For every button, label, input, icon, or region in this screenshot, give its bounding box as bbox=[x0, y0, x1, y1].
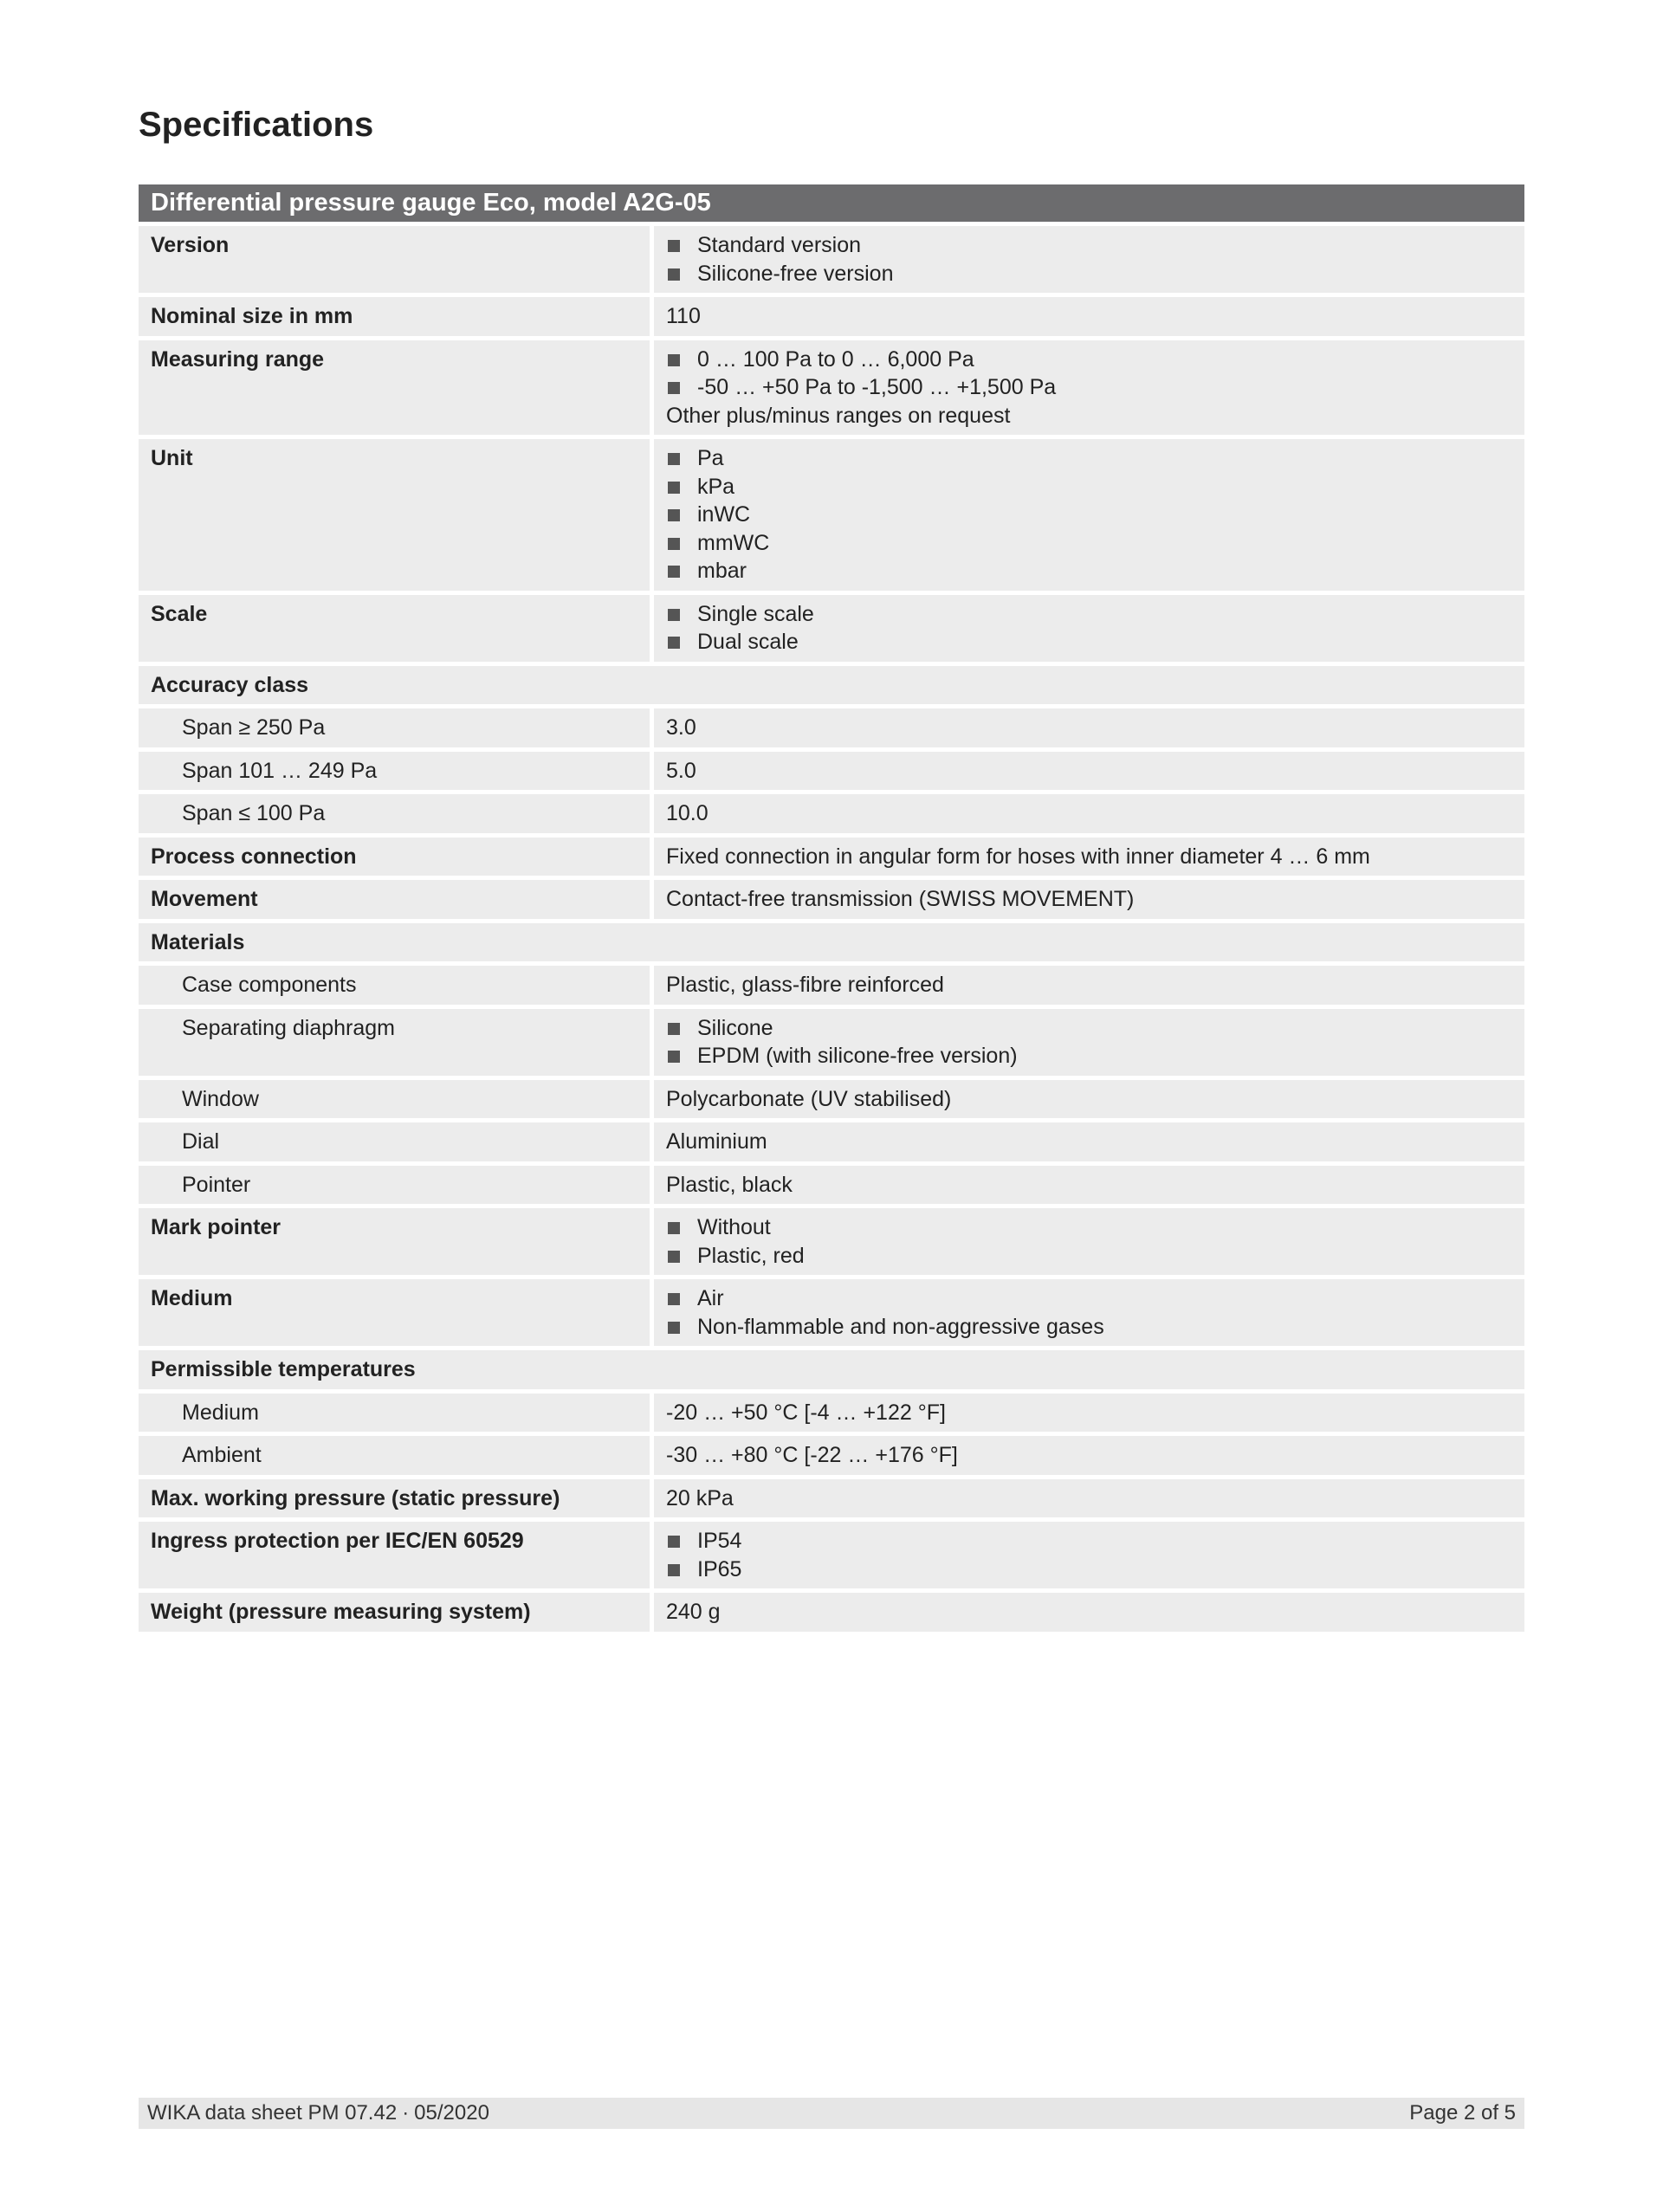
spec-label: Scale bbox=[139, 595, 654, 662]
spec-value bbox=[654, 1122, 1524, 1161]
spec-label: Measuring range bbox=[139, 340, 654, 436]
table-row bbox=[139, 1436, 1524, 1475]
bullet-list bbox=[666, 231, 1512, 288]
list-item: EPDM (with silicone-free version) bbox=[666, 1042, 1512, 1070]
table-row bbox=[139, 1009, 1524, 1076]
list-item: Pa bbox=[666, 444, 1512, 473]
spec-label: Medium bbox=[139, 1279, 654, 1346]
list-item: Non-flammable and non-aggressive gases bbox=[666, 1313, 1512, 1342]
spec-value-text: 10.0 bbox=[666, 801, 709, 825]
spec-value bbox=[654, 1593, 1524, 1632]
bullet-list bbox=[666, 1213, 1512, 1270]
table-row bbox=[139, 439, 1524, 591]
table-row bbox=[139, 1350, 1524, 1389]
spec-value-text: Contact-free transmission (SWISS MOVEMENT) bbox=[666, 887, 1135, 911]
spec-label: Movement bbox=[139, 880, 654, 919]
table-row bbox=[139, 923, 1524, 962]
table-title: Differential pressure gauge Eco, model A2G-05 bbox=[139, 184, 1524, 222]
spec-value bbox=[654, 1479, 1524, 1518]
section-label: Permissible temperatures bbox=[139, 1350, 1524, 1389]
spec-value-text: 20 kPa bbox=[666, 1485, 734, 1510]
spec-value bbox=[654, 1009, 1524, 1076]
spec-value-text: Plastic, black bbox=[666, 1172, 793, 1197]
spec-value-text: Aluminium bbox=[666, 1129, 767, 1154]
spec-value bbox=[654, 1522, 1524, 1588]
list-item: Dual scale bbox=[666, 628, 1512, 656]
spec-label: Window bbox=[139, 1080, 654, 1119]
spec-value bbox=[654, 340, 1524, 436]
list-item: Silicone-free version bbox=[666, 260, 1512, 288]
spec-label: Version bbox=[139, 226, 654, 293]
table-row bbox=[139, 297, 1524, 336]
table-row bbox=[139, 340, 1524, 436]
list-item: Silicone bbox=[666, 1014, 1512, 1043]
spec-value bbox=[654, 880, 1524, 919]
bullet-list bbox=[666, 1527, 1512, 1583]
spec-value-text: Polycarbonate (UV stabilised) bbox=[666, 1086, 952, 1111]
spec-label: Nominal size in mm bbox=[139, 297, 654, 336]
spec-note: Other plus/minus ranges on request bbox=[666, 403, 1011, 428]
spec-value bbox=[654, 439, 1524, 591]
footer-doc-ref: WIKA data sheet PM 07.42 ∙ 05/2020 bbox=[147, 2101, 489, 2125]
page-title: Specifications bbox=[139, 106, 374, 144]
spec-value bbox=[654, 297, 1524, 336]
spec-value-text: Plastic, glass-fibre reinforced bbox=[666, 973, 944, 997]
table-row bbox=[139, 1166, 1524, 1205]
spec-value bbox=[654, 226, 1524, 293]
list-item: Air bbox=[666, 1284, 1512, 1313]
table-row bbox=[139, 1593, 1524, 1632]
spec-value bbox=[654, 1080, 1524, 1119]
spec-label: Case components bbox=[139, 966, 654, 1005]
spec-value bbox=[654, 966, 1524, 1005]
spec-label: Span ≥ 250 Pa bbox=[139, 708, 654, 747]
table-row bbox=[139, 666, 1524, 705]
spec-value-text: -20 … +50 °C [-4 … +122 °F] bbox=[666, 1400, 946, 1425]
table-row bbox=[139, 1122, 1524, 1161]
spec-value bbox=[654, 1279, 1524, 1346]
spec-label: Medium bbox=[139, 1394, 654, 1433]
section-label: Accuracy class bbox=[139, 666, 1524, 705]
bullet-list bbox=[666, 444, 1512, 585]
table-row bbox=[139, 752, 1524, 791]
list-item: Single scale bbox=[666, 600, 1512, 629]
spec-label: Dial bbox=[139, 1122, 654, 1161]
spec-label: Separating diaphragm bbox=[139, 1009, 654, 1076]
table-row bbox=[139, 1394, 1524, 1433]
footer bbox=[139, 2098, 1524, 2129]
list-item: IP54 bbox=[666, 1527, 1512, 1556]
table-row bbox=[139, 226, 1524, 293]
table-row bbox=[139, 1208, 1524, 1275]
list-item: Standard version bbox=[666, 231, 1512, 260]
table-row bbox=[139, 708, 1524, 747]
spec-value bbox=[654, 1208, 1524, 1275]
spec-value bbox=[654, 752, 1524, 791]
table-row bbox=[139, 794, 1524, 833]
list-item: inWC bbox=[666, 501, 1512, 529]
bullet-list bbox=[666, 1014, 1512, 1070]
spec-value bbox=[654, 708, 1524, 747]
spec-value bbox=[654, 838, 1524, 876]
list-item: kPa bbox=[666, 473, 1512, 501]
spec-value-text: -30 … +80 °C [-22 … +176 °F] bbox=[666, 1443, 958, 1467]
spec-value-text: 5.0 bbox=[666, 758, 696, 783]
spec-label: Pointer bbox=[139, 1166, 654, 1205]
spec-value-text: 240 g bbox=[666, 1600, 721, 1624]
spec-label: Process connection bbox=[139, 838, 654, 876]
spec-table-body bbox=[139, 226, 1524, 1632]
table-row bbox=[139, 1479, 1524, 1518]
table-row bbox=[139, 880, 1524, 919]
footer-page-number: Page 2 of 5 bbox=[1409, 2101, 1516, 2125]
spec-value-text: 3.0 bbox=[666, 715, 696, 740]
list-item: mbar bbox=[666, 557, 1512, 585]
spec-label: Weight (pressure measuring system) bbox=[139, 1593, 654, 1632]
table-row bbox=[139, 1279, 1524, 1346]
spec-label: Span ≤ 100 Pa bbox=[139, 794, 654, 833]
spec-value-text: 110 bbox=[666, 304, 701, 328]
spec-value-text: Fixed connection in angular form for hoses with inner diameter 4 … 6 mm bbox=[666, 844, 1370, 869]
section-label: Materials bbox=[139, 923, 1524, 962]
bullet-list bbox=[666, 600, 1512, 656]
spec-label: Ambient bbox=[139, 1436, 654, 1475]
table-header-row bbox=[139, 184, 1524, 222]
table-row bbox=[139, 595, 1524, 662]
table-row bbox=[139, 966, 1524, 1005]
list-item: 0 … 100 Pa to 0 … 6,000 Pa bbox=[666, 346, 1512, 374]
spec-label: Mark pointer bbox=[139, 1208, 654, 1275]
spec-value bbox=[654, 794, 1524, 833]
spec-value bbox=[654, 1436, 1524, 1475]
spec-value bbox=[654, 1394, 1524, 1433]
spec-label: Span 101 … 249 Pa bbox=[139, 752, 654, 791]
spec-value bbox=[654, 595, 1524, 662]
spec-value bbox=[654, 1166, 1524, 1205]
table-row bbox=[139, 1522, 1524, 1588]
table-row bbox=[139, 838, 1524, 876]
table-row bbox=[139, 1080, 1524, 1119]
list-item: Plastic, red bbox=[666, 1242, 1512, 1271]
list-item: Without bbox=[666, 1213, 1512, 1242]
spec-table bbox=[139, 180, 1524, 1636]
list-item: IP65 bbox=[666, 1556, 1512, 1584]
list-item: -50 … +50 Pa to -1,500 … +1,500 Pa bbox=[666, 373, 1512, 402]
bullet-list bbox=[666, 346, 1512, 402]
spec-label: Max. working pressure (static pressure) bbox=[139, 1479, 654, 1518]
list-item: mmWC bbox=[666, 529, 1512, 558]
bullet-list bbox=[666, 1284, 1512, 1341]
spec-label: Ingress protection per IEC/EN 60529 bbox=[139, 1522, 654, 1588]
spec-label: Unit bbox=[139, 439, 654, 591]
